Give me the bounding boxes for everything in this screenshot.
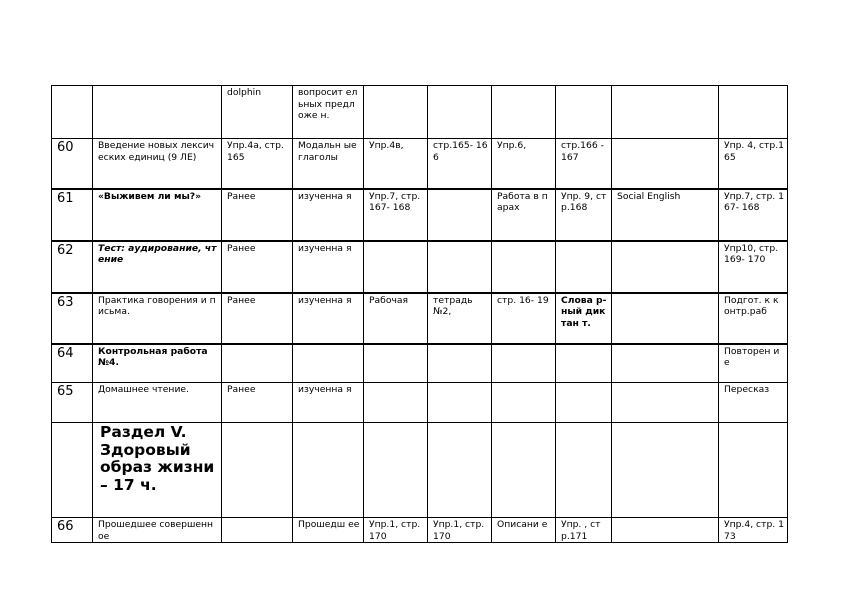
lesson-topic: Контрольная работа №4. <box>93 344 222 383</box>
cell-col10 <box>719 86 788 139</box>
cell-col9 <box>612 518 719 543</box>
cell-col8 <box>556 383 612 423</box>
cell-col4: изученна я <box>293 293 364 344</box>
cell-col7: Упр.6, <box>492 139 556 189</box>
cell-col10: Упр.7, стр. 167- 168 <box>719 189 788 241</box>
cell-col6 <box>428 423 492 518</box>
cell-col10 <box>719 423 788 518</box>
lesson-number <box>52 423 93 518</box>
cell-col3: Упр.4а, стр.165 <box>222 139 293 189</box>
cell-col7 <box>492 423 556 518</box>
cell-col10: Пересказ <box>719 383 788 423</box>
cell-col8 <box>556 423 612 518</box>
cell-col5: Упр.4в, <box>364 139 428 189</box>
cell-col9 <box>612 86 719 139</box>
cell-col4: изученна я <box>293 189 364 241</box>
cell-col10: Упр.4, стр. 173 <box>719 518 788 543</box>
cell-col8 <box>556 344 612 383</box>
cell-col4: вопросит ельных предложе н. <box>293 86 364 139</box>
cell-col9 <box>612 139 719 189</box>
lesson-number: 62 <box>52 241 93 293</box>
lesson-number <box>52 86 93 139</box>
cell-col7: стр. 16- 19 <box>492 293 556 344</box>
lesson-number: 65 <box>52 383 93 423</box>
cell-col7 <box>492 86 556 139</box>
cell-col3: dolphin <box>222 86 293 139</box>
cell-col3: Ранее <box>222 383 293 423</box>
cell-col7: Работа в парах <box>492 189 556 241</box>
cell-col5 <box>364 241 428 293</box>
cell-col7 <box>492 344 556 383</box>
cell-col5 <box>364 344 428 383</box>
table-row <box>52 189 788 241</box>
table-row <box>52 241 788 293</box>
table-row <box>52 518 788 543</box>
cell-col6: тетрадь №2, <box>428 293 492 344</box>
cell-col10: Подгот. к контр.раб <box>719 293 788 344</box>
cell-col9: Social English <box>612 189 719 241</box>
cell-col6 <box>428 189 492 241</box>
cell-col10: Упр. 4, стр.165 <box>719 139 788 189</box>
lesson-topic: Домашнее чтение. <box>93 383 222 423</box>
cell-col6: Упр.1, стр. 170 <box>428 518 492 543</box>
table-row <box>52 344 788 383</box>
cell-col5: Упр.7, стр. 167- 168 <box>364 189 428 241</box>
cell-col10: Упр10, стр. 169- 170 <box>719 241 788 293</box>
cell-col4: изученна я <box>293 241 364 293</box>
lesson-topic: «Выживем ли мы?» <box>93 189 222 241</box>
cell-col3 <box>222 518 293 543</box>
cell-col4 <box>293 423 364 518</box>
cell-col3: Ранее <box>222 241 293 293</box>
cell-col8 <box>556 241 612 293</box>
lesson-topic: Практика говорения и письма. <box>93 293 222 344</box>
lesson-number: 60 <box>52 139 93 189</box>
lesson-number: 64 <box>52 344 93 383</box>
cell-col4 <box>293 344 364 383</box>
lesson-topic <box>93 86 222 139</box>
cell-col8: Упр. 9, стр.168 <box>556 189 612 241</box>
cell-col4: Модальн ые глаголы <box>293 139 364 189</box>
table-row <box>52 383 788 423</box>
table-row <box>52 139 788 189</box>
cell-col6 <box>428 241 492 293</box>
lesson-topic: Введение новых лексических единиц (9 ЛЕ) <box>93 139 222 189</box>
cell-col6 <box>428 383 492 423</box>
cell-col7 <box>492 383 556 423</box>
cell-col8: стр.166 -167 <box>556 139 612 189</box>
cell-col8: Слова р- ный диктан т. <box>556 293 612 344</box>
cell-col4: Прошедш ее <box>293 518 364 543</box>
cell-col3 <box>222 423 293 518</box>
cell-col8: Упр. , стр.171 <box>556 518 612 543</box>
cell-col7 <box>492 241 556 293</box>
cell-col9 <box>612 423 719 518</box>
cell-col5: Рабочая <box>364 293 428 344</box>
lesson-number: 63 <box>52 293 93 344</box>
cell-col4: изученна я <box>293 383 364 423</box>
cell-col6 <box>428 86 492 139</box>
lesson-plan-table <box>51 85 788 543</box>
section-row <box>52 423 788 518</box>
lesson-topic: Прошедшее совершенное <box>93 518 222 543</box>
table-row <box>52 293 788 344</box>
cell-col5: Упр.1, стр. 170 <box>364 518 428 543</box>
cell-col3: Ранее <box>222 293 293 344</box>
cell-col6: стр.165- 166 <box>428 139 492 189</box>
cell-col9 <box>612 344 719 383</box>
lesson-number: 66 <box>52 518 93 543</box>
lesson-topic: Тест: аудирование, чтение <box>93 241 222 293</box>
cell-col5 <box>364 383 428 423</box>
table-row <box>52 86 788 139</box>
cell-col9 <box>612 241 719 293</box>
cell-col9 <box>612 383 719 423</box>
cell-col9 <box>612 293 719 344</box>
cell-col5 <box>364 86 428 139</box>
cell-col3 <box>222 344 293 383</box>
cell-col6 <box>428 344 492 383</box>
section-title: Раздел V. Здоровый образ жизни – 17 ч. <box>93 423 222 518</box>
cell-col10: Повторен ие <box>719 344 788 383</box>
lesson-number: 61 <box>52 189 93 241</box>
cell-col3: Ранее <box>222 189 293 241</box>
cell-col5 <box>364 423 428 518</box>
cell-col7: Описани е <box>492 518 556 543</box>
cell-col8 <box>556 86 612 139</box>
